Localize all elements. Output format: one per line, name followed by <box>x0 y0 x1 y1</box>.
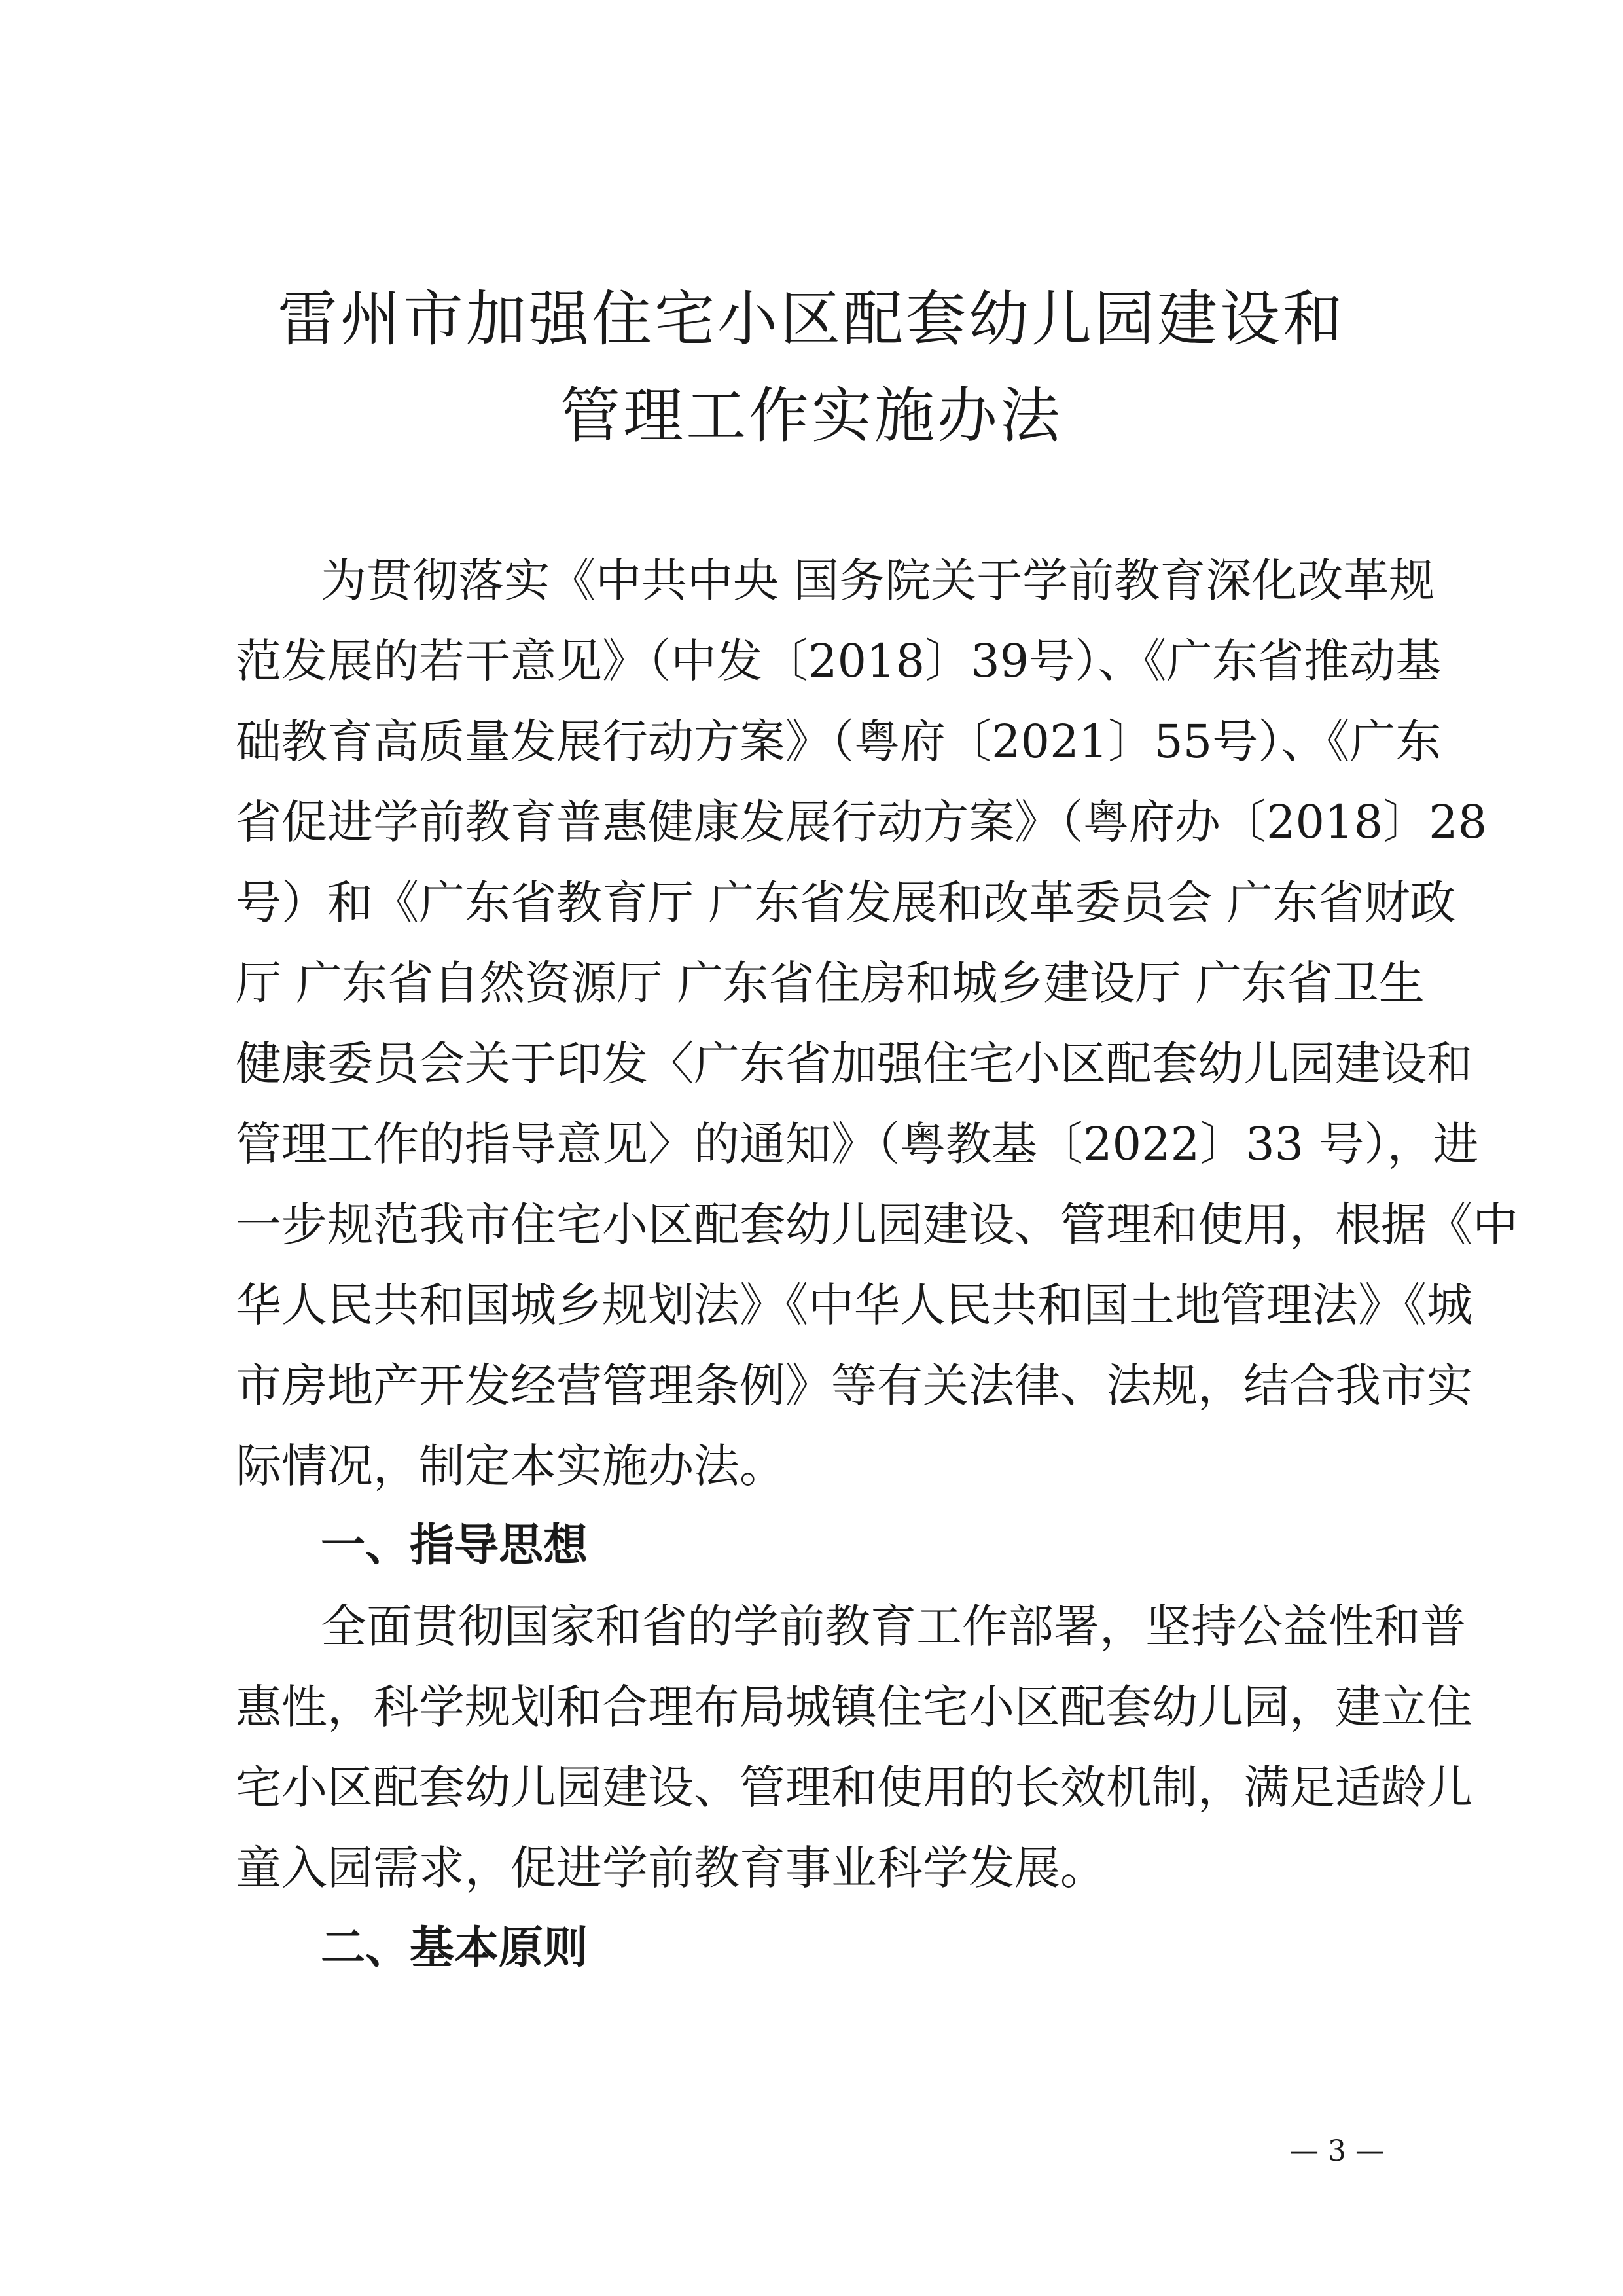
section1-line: 童入园需求，促进学前教育事业科学发展。 <box>236 1841 1106 1895</box>
document-title-line-2: 管理工作实施办法 <box>560 381 1063 451</box>
intro-line: 号）和《广东省教育厅 广东省发展和改革委员会 广东省财政 <box>236 876 1456 929</box>
section1-line: 惠性，科学规划和合理布局城镇住宅小区配套幼儿园，建立住 <box>236 1680 1472 1734</box>
intro-line: 华人民共和国城乡规划法》《中华人民共和国土地管理法》《城 <box>236 1278 1472 1332</box>
intro-line: 省促进学前教育普惠健康发展行动方案》（粤府办〔2018〕28 <box>236 795 1488 849</box>
intro-line: 管理工作的指导意见〉的通知》（粤教基〔2022〕33 号），进 <box>236 1117 1479 1171</box>
section1-line: 宅小区配套幼儿园建设、管理和使用的长效机制，满足适龄儿 <box>236 1761 1472 1814</box>
intro-line: 际情况，制定本实施办法。 <box>236 1439 785 1493</box>
intro-line: 范发展的若干意见》（中发〔2018〕39号）、《广东省推动基 <box>236 634 1442 688</box>
intro-line: 为贯彻落实《中共中央 国务院关于学前教育深化改革规 <box>321 554 1435 607</box>
section-heading-basic-principles: 二、基本原则 <box>321 1922 588 1974</box>
section-heading-guiding-ideology: 一、指导思想 <box>321 1520 588 1571</box>
intro-line: 市房地产开发经营管理条例》等有关法律、法规，结合我市实 <box>236 1359 1472 1412</box>
intro-line: 健康委员会关于印发〈广东省加强住宅小区配套幼儿园建设和 <box>236 1037 1472 1090</box>
intro-line: 厅 广东省自然资源厅 广东省住房和城乡建设厅 广东省卫生 <box>236 956 1425 1010</box>
page-number: — 3 — <box>1290 2134 1384 2168</box>
section1-line: 全面贯彻国家和省的学前教育工作部署，坚持公益性和普 <box>321 1600 1466 1653</box>
intro-line: 一步规范我市住宅小区配套幼儿园建设、管理和使用，根据《中 <box>236 1198 1518 1251</box>
document-title-line-1: 雷州市加强住宅小区配套幼儿园建设和 <box>277 284 1346 354</box>
intro-line: 础教育高质量发展行动方案》（粤府〔2021〕55号）、《广东 <box>236 715 1442 768</box>
